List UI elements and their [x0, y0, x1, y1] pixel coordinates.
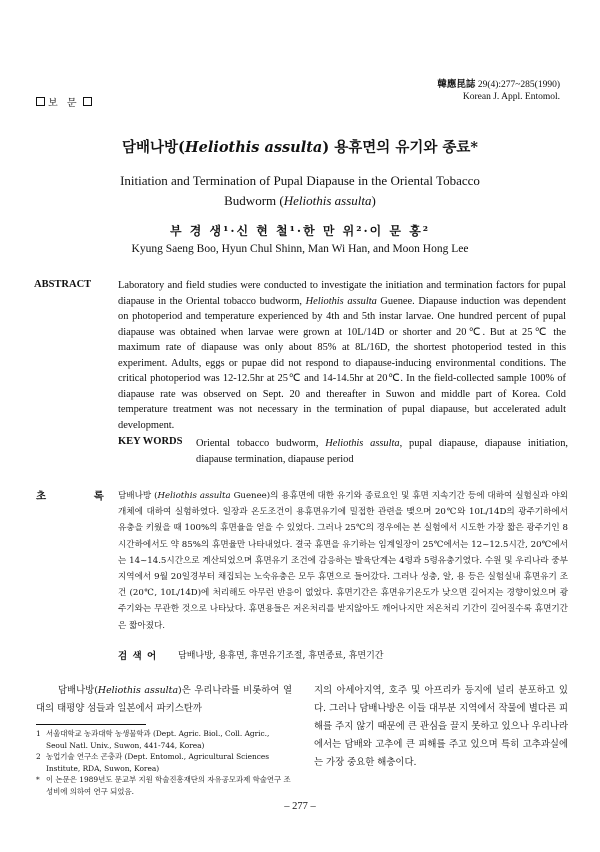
body-right-column: 지의 아세아지역, 호주 및 아프리카 등지에 널리 분포하고 있다. 그러나 담배나방은 이들 대부분 지역에서 작물에 별다른 피해를 주지 않기 때문에 큰 관심을 끌지 못하고 있으나 우리나라에서는 담배와 고추에 큰 피해를 주고 있으며 특히 고추과실에는 가장 중요한 해충이다.	[314, 685, 568, 768]
journal-name: 韓應昆誌	[437, 80, 476, 90]
journal-name-en: Korean J. Appl. Entomol.	[462, 92, 560, 102]
korean-keywords-text: 담배나방, 용휴면, 휴면유기조절, 휴면종료, 휴면기간	[178, 651, 384, 661]
korean-abstract-label: 초 록	[36, 490, 126, 502]
korean-abstract-text: 담배나방 (Heliothis assulta Guenee)의 용휴면에 대한 유기와 종료요인 및 휴면 지속기간 등에 대하여 실험실과 야외개체에 대하여 실험하였다. 일장과 온도조건이 용휴면유기에 밀접한 관련을 맺으며 20℃와 10L/14D의 광주기하에서 유충을 키웠을 때 100%의 휴면율을 얻을 수 있었다. 그러나 25℃의 경우에는 본 실험에서 시도한 가장 짧은 광주기인 8시간하에서도 약 85%의 휴면율만 나타내었다. 결국 휴면을 유기하는 임계일장이 25℃에서는 12~12.5시간, 20℃에서는 14~14.5시간으로 계산되었으며 휴면유기 조건에 감응하는 발육단계는 4령과 5령유충기였다. 수원 및 우리나라 중부지역에서 9월 20일경부터 채집되는 노숙유충은 모두 휴면으로 들어갔다. 그러나 성충, 알, 용 등은 실험실내 휴면유기 조건 (20℃, 10L/14D)에 처리해도 아무런 반응이 없었다. 휴면기간은 휴면유기온도가 낮으면 길어지는 경향이었으며 광주기와는 무관한 것으로 나타났다. 휴면용들은 저온처리를 받지않아도 깨어나지만 저온처리 기간이 길어질수록 휴면기간은 짧아졌다.	[118, 491, 569, 631]
journal-ref: 29(4):277~285(1990)	[477, 80, 560, 90]
title-english: Initiation and Termination of Pupal Diapause in the Oriental Tobacco Budworm (Heliothis assulta)	[120, 173, 480, 208]
short-note-label: 보 문	[36, 94, 92, 109]
footnote-1: 1 서울대학교 농과대학 농생물학과 (Dept. Agric. Biol., Coll. Agric., Seoul Natl. Univ., Suwon, 441-744, Korea)	[36, 729, 270, 750]
body-left-column: 담배나방(Heliothis assulta)은 우리나라를 비롯하여 열대의 태평양 섬들과 일본에서 파키스탄까	[36, 685, 292, 714]
abstract-label: ABSTRACT	[34, 279, 92, 290]
checkbox-box-left	[36, 97, 45, 106]
journal-citation	[437, 79, 560, 103]
abstract-text: Laboratory and field studies were conducted to investigate the initiation and termination factors for pupal diapause in the Oriental tobacco budworm, Heliothis assulta Guenee. Diapause induction was dependent on photoperiod and temperature experienced by 4th and 5th instar larvae. One hundred percent of pupal diapause was obtained when larvae were grown at 10L/14D or shorter and 20℃. But at 25℃ the maximum rate of diapause was only about 85% at 8L/16D, the shortest photoperiod tested in this experiment. Adults, eggs or pupae did not respond to diapause-inducing environmental conditions. The critical photoperiod was 12-12.5hr at 25℃ and 14-14.5hr at 20℃. In the field-collected sample 100% of diapause rate was observed on Sept. 20 and thereafter in Suwon and middle part of Korea. Cold temperature treatment was not necessary in the termination of pupal diapause, but accelerated adult development.	[118, 280, 566, 431]
footnotes	[36, 728, 292, 798]
footnote-rule	[36, 724, 146, 725]
korean-keywords-label: 검 색 어	[118, 651, 158, 662]
keywords-text: Oriental tobacco budworm, Heliothis assulta, pupal diapause, diapause initiation, diapause termination, diapause period	[196, 438, 568, 465]
footnote-3: * 이 논문은 1989년도 문교부 지원 학술진흥재단의 자유공모과제 학술연구 조성비에 의하여 연구 되었음.	[36, 775, 291, 796]
page-number: – 277 –	[284, 801, 316, 812]
title-korean: 담배나방(Heliothis assulta) 용휴면의 유기와 종료*	[122, 139, 478, 156]
checkbox-box-right	[83, 97, 92, 106]
keywords-label: KEY WORDS	[118, 436, 183, 447]
footnote-2: 2 농업기술 연구소 곤충과 (Dept. Entomol., Agricultural Sciences Institute, RDA, Suwon, Korea)	[36, 752, 270, 773]
authors-korean: 부 경 생¹·신 현 철¹·한 만 위²·이 문 홍²	[169, 224, 431, 238]
authors-english: Kyung Saeng Boo, Hyun Chul Shinn, Man Wi Han, and Moon Hong Lee	[131, 243, 469, 255]
